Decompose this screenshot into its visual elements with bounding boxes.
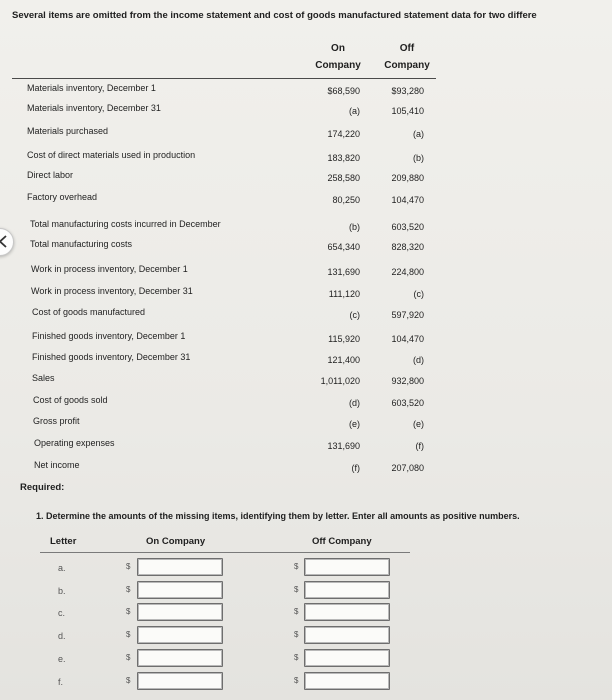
answer-header-on-company: On Company	[146, 536, 206, 547]
row-label: Total manufacturing costs incurred in December	[30, 219, 221, 229]
column-header-off-line2: Company	[384, 60, 430, 71]
on-company-value: 131,690	[327, 267, 360, 277]
on-company-value: (d)	[349, 398, 360, 408]
chevron-left-icon	[0, 235, 7, 248]
on-company-value: 1,011,020	[320, 376, 360, 386]
table-row	[0, 168, 612, 188]
answer-row	[0, 558, 612, 580]
answer-row	[0, 581, 612, 603]
off-company-value: (f)	[415, 441, 424, 451]
on-company-answer-input[interactable]	[137, 558, 223, 576]
column-header-off-company	[378, 40, 436, 74]
off-company-answer-input[interactable]	[304, 558, 390, 576]
intro-text: Several items are omitted from the income statement and cost of goods manufactured statement data for two differe	[12, 10, 537, 21]
row-label: Materials inventory, December 31	[27, 103, 161, 113]
answer-row	[0, 672, 612, 694]
table-row	[0, 262, 612, 282]
row-label: Sales	[32, 373, 55, 383]
on-company-value: $68,590	[327, 86, 360, 96]
table-row	[0, 329, 612, 349]
off-company-value: 209,880	[391, 173, 424, 183]
row-label: Cost of goods manufactured	[32, 307, 146, 317]
on-company-value: 131,690	[327, 441, 360, 451]
on-company-value: 111,120	[328, 289, 360, 299]
on-company-answer-input[interactable]	[137, 672, 223, 690]
row-label: Net income	[34, 460, 80, 470]
column-header-on-line1: On	[331, 43, 345, 54]
answer-letter: c.	[58, 608, 66, 618]
answer-row	[0, 626, 612, 648]
off-company-value: $93,280	[391, 86, 424, 96]
on-company-answer-input[interactable]	[137, 581, 223, 599]
row-label: Factory overhead	[27, 192, 98, 202]
table-row	[0, 458, 612, 478]
off-company-answer-input[interactable]	[304, 603, 390, 621]
table-row	[0, 371, 612, 391]
off-company-value: 597,920	[391, 310, 424, 320]
off-company-value: 224,800	[391, 267, 424, 277]
column-header-on-company	[308, 40, 368, 74]
row-label: Materials inventory, December 1	[27, 83, 156, 93]
on-company-value: 174,220	[327, 129, 360, 139]
row-label: Finished goods inventory, December 31	[32, 352, 191, 362]
answer-letter: b.	[58, 586, 66, 596]
off-company-value: 828,320	[391, 242, 424, 252]
off-company-answer-input[interactable]	[304, 581, 390, 599]
on-company-value: 258,580	[327, 173, 360, 183]
table-row	[0, 190, 612, 210]
off-company-value: 603,520	[391, 398, 424, 408]
answer-letter: a.	[58, 563, 66, 573]
on-company-value: (c)	[349, 310, 360, 320]
table-row	[0, 237, 612, 257]
off-company-value: 603,520	[391, 222, 424, 232]
off-company-value: 105,410	[391, 106, 424, 116]
answer-letter: f.	[58, 677, 64, 687]
table-row	[0, 284, 612, 304]
row-label: Total manufacturing costs	[30, 239, 133, 249]
on-company-value: 80,250	[332, 195, 360, 205]
row-label: Work in process inventory, December 1	[31, 264, 188, 274]
answer-letter: d.	[58, 631, 66, 641]
off-company-value: (d)	[413, 355, 424, 365]
table-row	[0, 101, 612, 121]
table-row	[0, 217, 612, 237]
row-label: Work in process inventory, December 31	[31, 286, 193, 296]
row-label: Materials purchased	[27, 126, 109, 136]
off-company-value: 207,080	[391, 463, 424, 473]
row-label: Finished goods inventory, December 1	[32, 331, 186, 341]
currency-symbol: $	[294, 562, 299, 571]
currency-symbol: $	[126, 607, 131, 616]
table-row	[0, 414, 612, 434]
currency-symbol: $	[126, 653, 131, 662]
off-company-answer-input[interactable]	[304, 649, 390, 667]
column-header-off-line1: Off	[399, 43, 415, 54]
currency-symbol: $	[126, 562, 131, 571]
on-company-value: 121,400	[327, 355, 360, 365]
currency-symbol: $	[126, 585, 131, 594]
instruction-text: 1. Determine the amounts of the missing items, identifying them by letter. Enter all amounts as positive numbers.	[36, 511, 520, 521]
off-company-answer-input[interactable]	[304, 672, 390, 690]
answer-letter: e.	[58, 654, 66, 664]
answer-header-off-company: Off Company	[312, 536, 372, 547]
answer-header-divider	[40, 552, 410, 553]
on-company-value: 183,820	[327, 153, 360, 163]
off-company-value: (e)	[413, 419, 424, 429]
off-company-value: (c)	[413, 289, 424, 299]
on-company-answer-input[interactable]	[137, 603, 223, 621]
table-row	[0, 124, 612, 144]
row-label: Direct labor	[27, 170, 74, 180]
table-row	[0, 81, 612, 101]
row-label: Cost of direct materials used in production	[27, 150, 196, 160]
off-company-value: 104,470	[391, 195, 424, 205]
required-heading: Required:	[20, 482, 65, 493]
answer-header-letter: Letter	[50, 536, 77, 547]
column-header-on-line2: Company	[315, 60, 361, 71]
currency-symbol: $	[294, 630, 299, 639]
table-row	[0, 148, 612, 168]
table-row	[0, 436, 612, 456]
row-label: Cost of goods sold	[33, 395, 108, 405]
off-company-value: (a)	[413, 129, 424, 139]
on-company-value: (a)	[349, 106, 360, 116]
header-divider	[12, 78, 436, 79]
off-company-value: (b)	[413, 153, 424, 163]
currency-symbol: $	[294, 607, 299, 616]
off-company-answer-input[interactable]	[304, 626, 390, 644]
on-company-value: (b)	[349, 222, 360, 232]
on-company-value: 115,920	[328, 334, 360, 344]
on-company-answer-input[interactable]	[137, 626, 223, 644]
table-row	[0, 305, 612, 325]
currency-symbol: $	[294, 676, 299, 685]
off-company-value: 104,470	[391, 334, 424, 344]
table-row	[0, 393, 612, 413]
off-company-value: 932,800	[391, 376, 424, 386]
row-label: Gross profit	[33, 416, 80, 426]
on-company-value: (f)	[351, 463, 360, 473]
on-company-value: 654,340	[327, 242, 360, 252]
on-company-value: (e)	[349, 419, 360, 429]
row-label: Operating expenses	[34, 438, 115, 448]
answer-row	[0, 603, 612, 625]
currency-symbol: $	[126, 630, 131, 639]
currency-symbol: $	[294, 653, 299, 662]
table-row	[0, 350, 612, 370]
on-company-answer-input[interactable]	[137, 649, 223, 667]
currency-symbol: $	[126, 676, 131, 685]
currency-symbol: $	[294, 585, 299, 594]
answer-row	[0, 649, 612, 671]
